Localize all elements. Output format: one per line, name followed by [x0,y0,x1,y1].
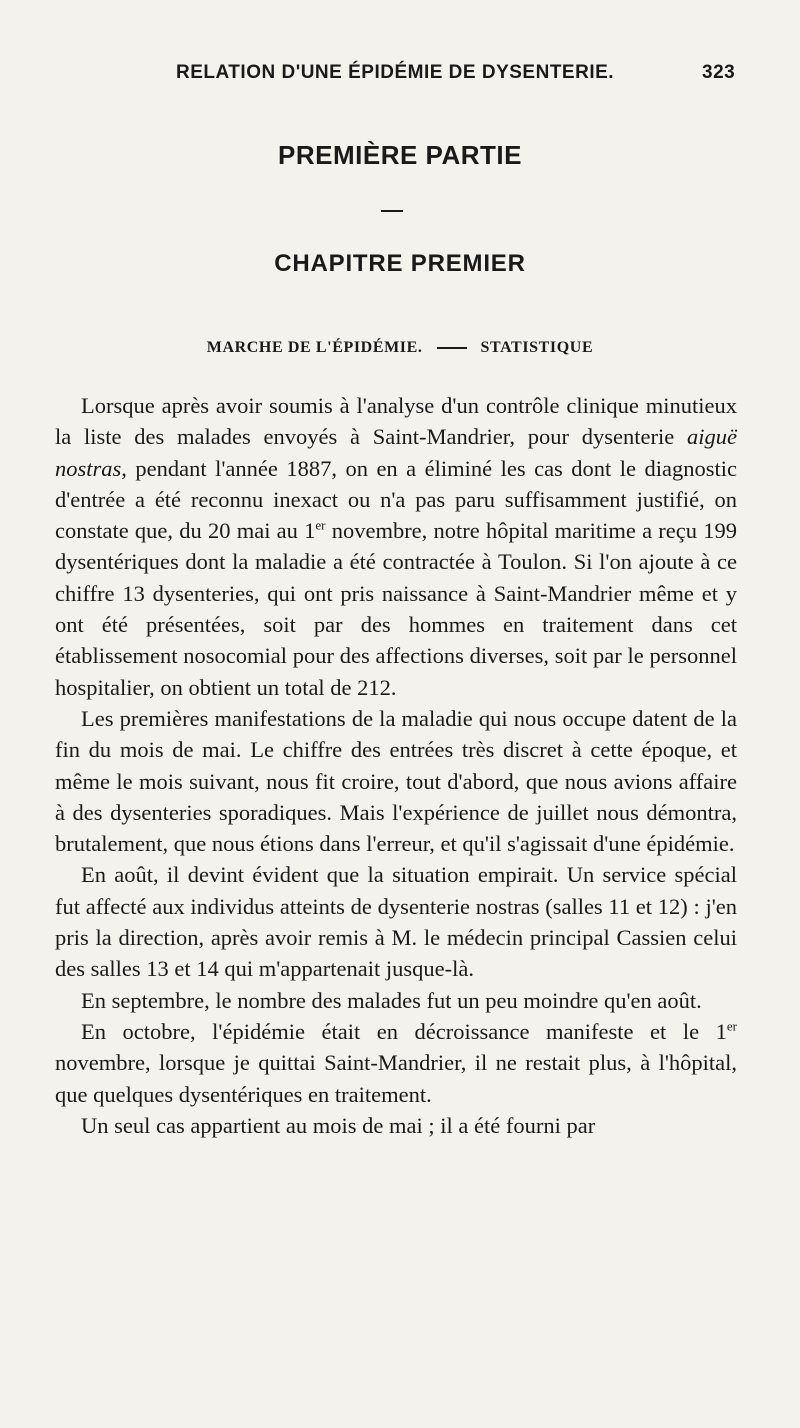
body-text [55,390,737,1141]
paragraph-3: En août, il devint évident que la situation empirait. Un service spécial fut affecté aux individus atteints de dysenterie nostras (salles 11 et 12) : j'en pris la direction, après avoir remis à M. le médecin principal Cassien celui des salles 13 et 14 qui m'appartenait jusque-là. [55,862,737,982]
paragraph-1-part-b: pendant l'année 1887, on en a éliminé les cas dont le diagnostic d'entrée a été reconnu inexact ou n'a pas paru suffisamment justifié, on constate que, du 20 mai au 1 [55,455,737,544]
separator-dash [381,210,403,212]
paragraph-1-superscript: er [315,517,326,533]
paragraph-1-part-c: novembre, notre hôpital maritime a reçu 199 dysentériques dont la maladie a été contractée à Toulon. Si l'on ajoute à ce chiffre 13 dysenteries, qui ont pris naissance à Saint-Mandrier même et y ont été présentées, soit par des hommes en traitement dans cet établissement nosocomial pour des affections diverses, soit par le personnel hospitalier, on obtient un total de 212. [55,518,737,700]
paragraph-5-part-b: novembre, lorsque je quittai Saint-Mandrier, il ne restait plus, à l'hôpital, que quelques dysentériques en traitement. [55,1050,737,1107]
paragraph-5-part-a: En octobre, l'épidémie était en décroissance manifeste et le 1 [81,1018,727,1044]
running-title: RELATION D'UNE ÉPIDÉMIE DE DYSENTERIE. [176,62,615,83]
paragraph-6: Un seul cas appartient au mois de mai ; il a été fourni par [81,1112,596,1138]
page-number: 323 [702,62,736,83]
paragraph-1-italic: aiguë nostras, [55,424,737,481]
section-title-right: STATISTIQUE [480,339,594,356]
paragraph-5 [55,1016,737,1110]
running-header [0,58,800,88]
section-title [0,339,800,357]
section-title-dash [437,347,467,349]
paragraph-1-part-a: Lorsque après avoir soumis à l'analyse d'un contrôle clinique minutieux la liste des malades envoyés à Saint-Mandrier, pour dysenterie [55,393,737,450]
part-title: PREMIÈRE PARTIE [278,140,522,170]
section-title-left: MARCHE DE L'ÉPIDÉMIE. [206,339,423,356]
paragraph-1 [55,390,737,703]
paragraph-2: Les premières manifestations de la maladie qui nous occupe datent de la fin du mois de mai. Le chiffre des entrées très discret à cette époque, et même le mois suivant, nous fit croire, tout d'abord, que nous avions affaire à des dysenteries sporadiques. Mais l'expérience de juillet nous démontra, brutalement, que nous étions dans l'erreur, et qu'il s'agissait d'une épidémie. [55,705,737,857]
paragraph-5-superscript: er [726,1018,737,1034]
chapter-title: CHAPITRE PREMIER [274,250,526,277]
paragraph-4: En septembre, le nombre des malades fut un peu moindre qu'en août. [81,987,702,1013]
